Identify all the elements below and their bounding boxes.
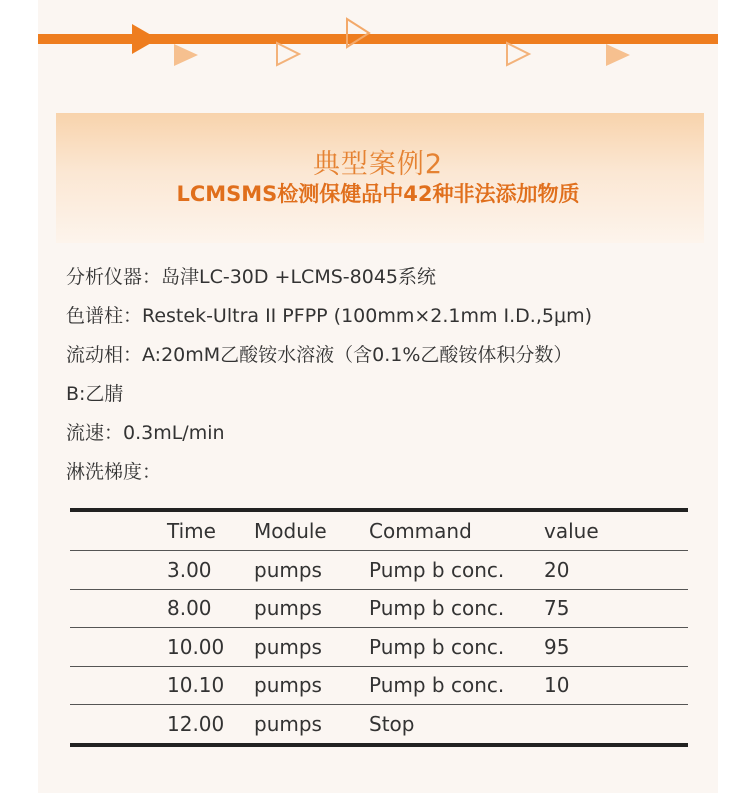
mobile-phase-a-line: 流动相：A:20mM乙酸铵水溶液（含0.1%乙酸铵体积分数） — [66, 344, 573, 366]
header-module: Module — [254, 512, 369, 551]
cell-time: 10.00 — [167, 628, 254, 667]
cell-module: pumps — [254, 705, 369, 744]
table-row — [70, 551, 688, 590]
play-arrow-icon — [130, 22, 160, 56]
mobile-phase-b-line: B:乙腈 — [66, 383, 124, 405]
table-row — [70, 628, 688, 667]
cell-module: pumps — [254, 628, 369, 667]
play-arrow-icon — [604, 42, 632, 68]
cell-time: 10.10 — [167, 666, 254, 705]
play-arrow-outline-icon — [274, 40, 302, 68]
cell-time: 12.00 — [167, 705, 254, 744]
flow-rate-line: 流速：0.3mL/min — [66, 422, 225, 444]
table-row — [70, 705, 688, 744]
cell-value: 20 — [544, 557, 570, 582]
cell-command: Pump b conc. — [369, 589, 544, 628]
cell-time: 3.00 — [167, 557, 212, 582]
card-title: 典型案例2 — [312, 149, 444, 180]
play-arrow-outline-icon — [344, 16, 372, 50]
column-line: 色谱柱：Restek-Ultra II PFPP (100mm×2.1mm I.D.,5μm) — [66, 305, 592, 327]
table-bottom-rule — [70, 743, 688, 747]
play-arrow-outline-icon — [504, 40, 532, 68]
card-subtitle: LCMSMS检测保健品中42种非法添加物质 — [176, 182, 580, 206]
cell-value: 10 — [544, 666, 688, 705]
table-header-row — [70, 512, 688, 551]
instrument-line: 分析仪器：岛津LC-30D +LCMS-8045系统 — [66, 266, 436, 288]
cell-module: pumps — [254, 666, 369, 705]
table-row — [70, 666, 688, 705]
cell-value — [544, 705, 688, 744]
cell-command: Stop — [369, 705, 544, 744]
gradient-label: 淋洗梯度： — [66, 461, 162, 483]
header-value: value — [544, 512, 688, 551]
cell-module: pumps — [254, 557, 322, 582]
header-command: Command — [369, 512, 544, 551]
play-arrow-icon — [172, 42, 200, 68]
cell-time: 8.00 — [167, 589, 254, 628]
cell-value: 95 — [544, 628, 688, 667]
header-time: Time — [167, 512, 254, 551]
cell-command: Pump b conc. — [369, 666, 544, 705]
cell-value: 75 — [544, 589, 688, 628]
cell-command: Pump b conc. — [369, 628, 544, 667]
table-row — [70, 589, 688, 628]
method-info — [66, 258, 706, 492]
cell-command: Pump b conc. — [369, 557, 505, 582]
cell-module: pumps — [254, 589, 369, 628]
gradient-table — [70, 508, 688, 747]
